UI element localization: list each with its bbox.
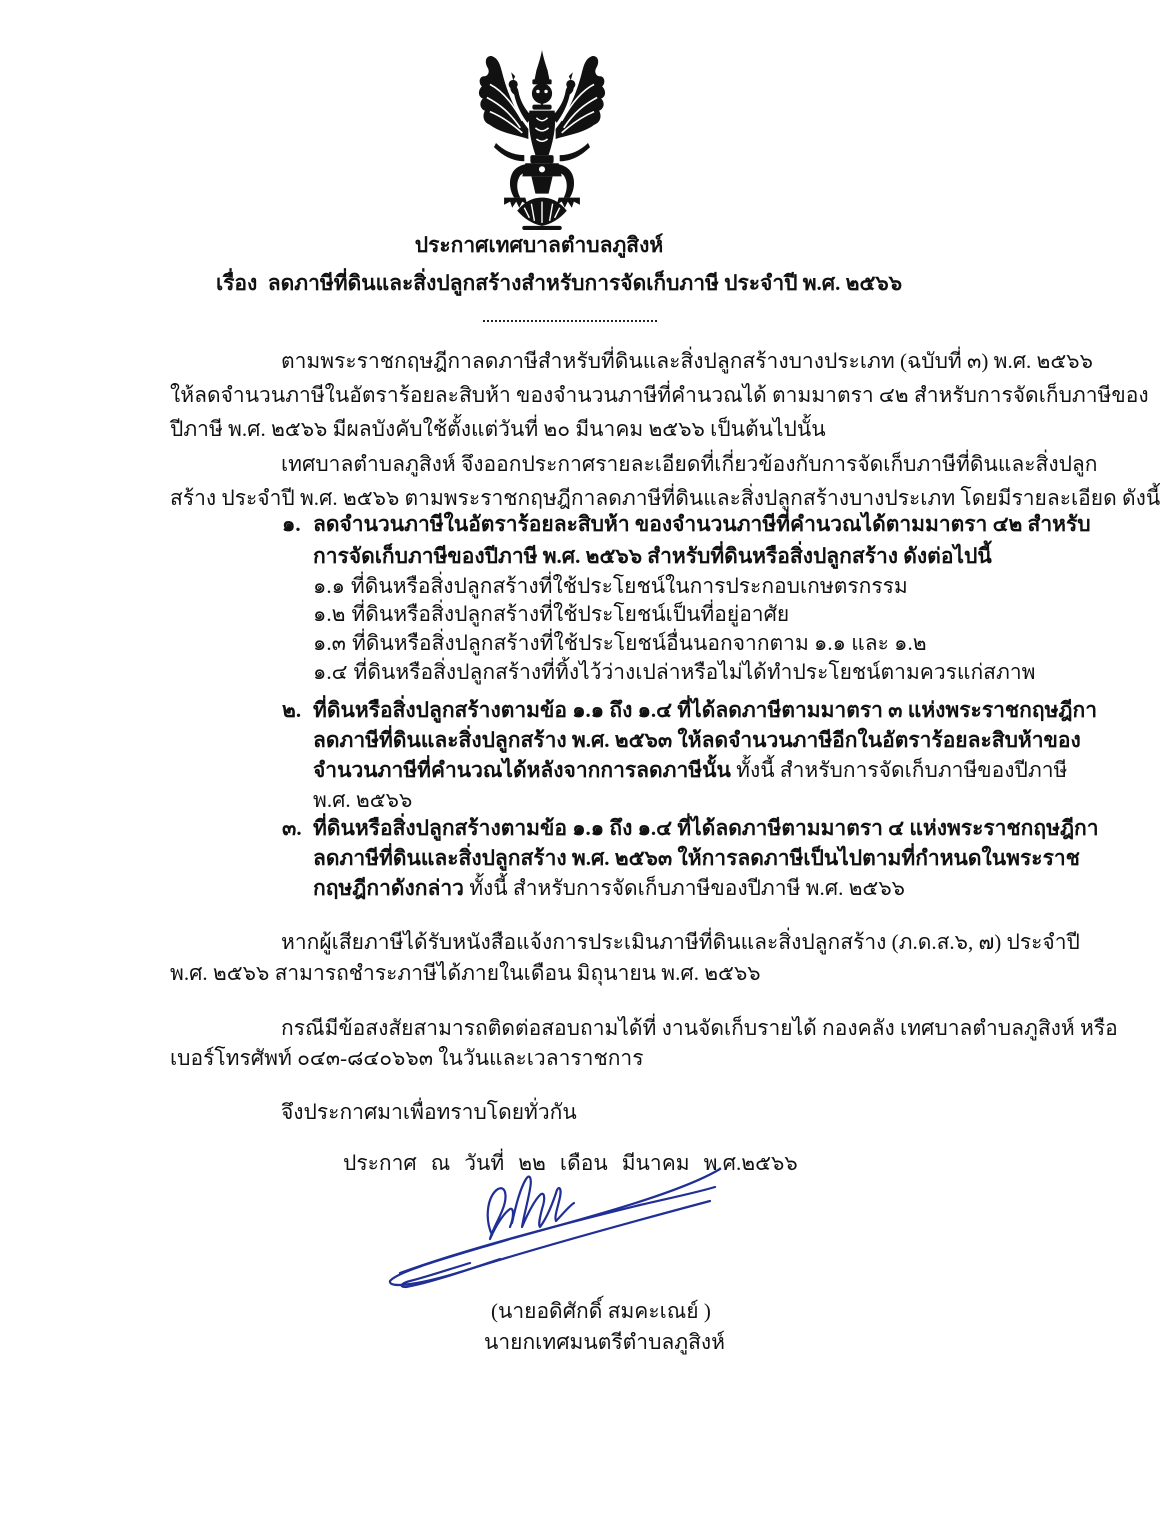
item-1-line: การจัดเก็บภาษีของปีภาษี พ.ศ. ๒๕๖๖ สำหรับที่ดินหรือสิ่งปลูกสร้าง ดังต่อไปนี้ [313,544,992,568]
subitem-text: ที่ดินหรือสิ่งปลูกสร้างที่ใช้ประโยชน์อื่นนอกจากตาม ๑.๑ และ ๑.๒ [351,631,927,655]
subitem-number: ๑.๔ [313,660,348,684]
garuda-emblem-icon [473,50,611,232]
date-label: ประกาศ [343,1151,417,1175]
subject-label: เรื่อง [215,271,258,295]
item-2-line: พ.ศ. ๒๕๖๖ [313,788,413,812]
item-1-line: ลดจำนวนภาษีในอัตราร้อยละสิบห้า ของจำนวนภาษีที่คำนวณได้ตามมาตรา ๔๒ สำหรับ [313,512,1091,536]
contact-line: เบอร์โทรศัพท์ ๐๔๓-๘๔๐๖๖๓ ในวันและเวลาราชการ [170,1046,644,1070]
signatory-name: (นายอดิศักดิ์ สมคะเณย์ ) [491,1299,711,1323]
date-day-label: วันที่ [464,1151,505,1175]
announcement-title: ประกาศเทศบาลตำบลภูสิงห์ [414,233,664,257]
date-day: ๒๒ [518,1151,546,1175]
item-1-number: ๑. [282,512,301,536]
item-2-number: ๒. [282,698,302,722]
contact-line: กรณีมีข้อสงสัยสามารถติดต่อสอบถามได้ที่ งานจัดเก็บรายได้ กองคลัง เทศบาลตำบลภูสิงห์ หรือ [281,1016,1118,1040]
payment-line: หากผู้เสียภาษีได้รับหนังสือแจ้งการประเมินภาษีที่ดินและสิ่งปลูกสร้าง (ภ.ด.ส.๖, ๗) ประจำปี [281,930,1080,954]
payment-line: พ.ศ. ๒๕๖๖ สามารถชำระภาษีได้ภายในเดือน มิถุนายน พ.ศ. ๒๕๖๖ [170,961,761,985]
item-3-line: ลดภาษีที่ดินและสิ่งปลูกสร้าง พ.ศ. ๒๕๖๓ ให้การลดภาษีเป็นไปตามที่กำหนดในพระราช [313,846,1080,870]
subject-text: ลดภาษีที่ดินและสิ่งปลูกสร้างสำหรับการจัดเก็บภาษี ประจำปี พ.ศ. ๒๕๖๖ [267,271,903,295]
closing-statement: จึงประกาศมาเพื่อทราบโดยทั่วกัน [281,1100,577,1124]
item-3-line [313,873,1005,903]
subitem-1-1 [313,571,1005,601]
header-divider [483,320,657,322]
item-3-number: ๓. [282,816,302,840]
subitem-number: ๑.๓ [313,631,346,655]
item-2-line: ที่ดินหรือสิ่งปลูกสร้างตามข้อ ๑.๑ ถึง ๑.๔ ที่ได้ลดภาษีตามมาตรา ๓ แห่งพระราชกฤษฎีกา [313,698,1098,722]
date-month-label: เดือน [559,1151,608,1175]
date-at: ณ [430,1151,451,1175]
item-2-line: ลดภาษีที่ดินและสิ่งปลูกสร้าง พ.ศ. ๒๕๖๓ ให้ลดจำนวนภาษีอีกในอัตราร้อยละสิบห้าของ [313,728,1081,752]
date-year: พ.ศ.๒๕๖๖ [703,1151,798,1175]
subitem-1-4 [313,657,1036,687]
subitem-number: ๑.๑ [313,574,345,598]
handwritten-signature [380,1165,730,1295]
paragraph-2-line: เทศบาลตำบลภูสิงห์ จึงออกประกาศรายละเอียดที่เกี่ยวข้องกับการจัดเก็บภาษีที่ดินและสิ่งปลูก [281,452,1098,476]
item-3-regular-segment: ทั้งนี้ สำหรับการจัดเก็บภาษีของปีภาษี พ.ศ. ๒๕๖๖ [469,876,905,900]
item-3-line: ที่ดินหรือสิ่งปลูกสร้างตามข้อ ๑.๑ ถึง ๑.๔ ที่ได้ลดภาษีตามมาตรา ๔ แห่งพระราชกฤษฎีกา [313,816,1099,840]
subitem-1-3 [313,628,1005,658]
paragraph-1-line: ตามพระราชกฤษฎีกาลดภาษีสำหรับที่ดินและสิ่งปลูกสร้างบางประเภท (ฉบับที่ ๓) พ.ศ. ๒๕๖๖ [281,349,1093,373]
item-2-bold-segment: จำนวนภาษีที่คำนวณได้หลังจากการลดภาษีนั้น [313,758,731,782]
announcement-subject [140,268,978,298]
date-month: มีนาคม [621,1151,690,1175]
paragraph-2-line: สร้าง ประจำปี พ.ศ. ๒๕๖๖ ตามพระราชกฤษฎีกาลดภาษีที่ดินและสิ่งปลูกสร้างบางประเภท โดยมีรายละเอียด ดังนี้ [170,486,1160,510]
subitem-number: ๑.๒ [313,602,346,626]
item-3-bold-segment: กฤษฎีกาดังกล่าว [313,876,464,900]
subitem-text: ที่ดินหรือสิ่งปลูกสร้างที่ใช้ประโยชน์ในการประกอบเกษตรกรรม [350,574,908,598]
item-2-line [313,755,1068,785]
item-2-regular-segment: ทั้งนี้ สำหรับการจัดเก็บภาษีของปีภาษี [736,758,1068,782]
signatory-position: นายกเทศมนตรีตำบลภูสิงห์ [484,1330,726,1354]
paragraph-1-line: ปีภาษี พ.ศ. ๒๕๖๖ มีผลบังคับใช้ตั้งแต่วันที่ ๒๐ มีนาคม ๒๕๖๖ เป็นต้นไปนั้น [170,417,826,441]
subitem-text: ที่ดินหรือสิ่งปลูกสร้างที่ใช้ประโยชน์เป็นที่อยู่อาศัย [351,602,790,626]
subitem-text: ที่ดินหรือสิ่งปลูกสร้างที่ทิ้งไว้ว่างเปล่าหรือไม่ได้ทำประโยชน์ตามควรแก่สภาพ [353,660,1036,684]
subitem-1-2 [313,599,1005,629]
paragraph-1-line: ให้ลดจำนวนภาษีในอัตราร้อยละสิบห้า ของจำนวนภาษีที่คำนวณได้ ตามมาตรา ๔๒ สำหรับการจัดเก็บภาษีของ [170,383,1149,407]
